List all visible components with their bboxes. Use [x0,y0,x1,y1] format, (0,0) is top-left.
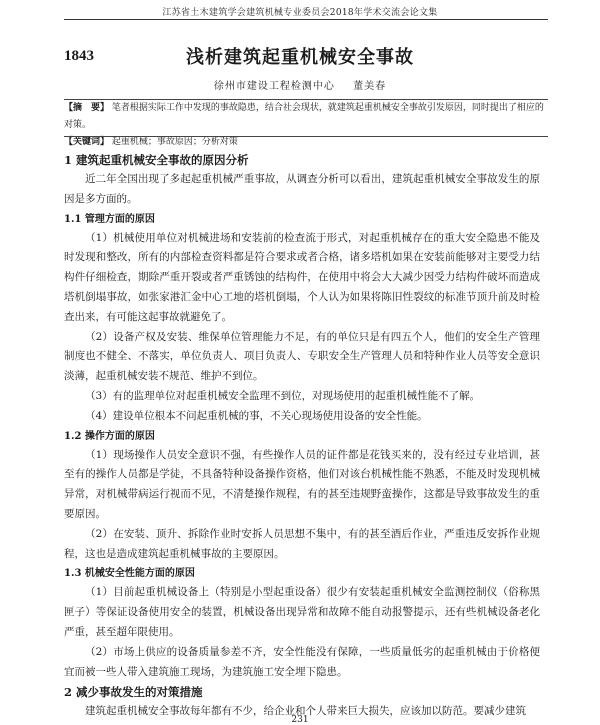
abstract-block [64,100,548,151]
section-1-3-heading: 1.3 机械安全性能方面的原因 [64,568,195,580]
running-header: 江苏省土木建筑学会建筑机械专业委员会2018年学术交流会论文集 [162,8,438,18]
section-1-1-para-1: （1）机械使用单位对机械进场和安装前的检查流于形式，对起重机械存在的重大安全隐患不能及时发现和整改，所有的内部检查资料都是符合要求或者合格，诸多塔机如果在安装前能够对主要受力结构件仔细检查，期除严重开裂或者严重锈蚀的结构件，在使用中将会大大减少因受力结构件破坏而造成塔机倒塌事故，如张家港汇金中心工地的塔机倒塌，个人认为如果将陈旧性裂纹的标准节顶升前及时检查出来，有可能这起事故就避免了。 [64,231,540,323]
section-1-2-para-1: （1）现场操作人员安全意识不强，有些操作人员的证件都是花钱买来的，没有经过专业培训，甚至有的操作人员都是学徒，不具备特种设备操作资格，他们对该台机械性能不熟悉，不能及时发现机械异常，对机械带病运行视而不见，不清楚操作规程，有的甚至违规野蛮操作，这都是导致事故发生的重要原因。 [64,448,540,520]
section-1-heading: 1 建筑起重机械安全事故的原因分析 [64,153,249,167]
section-2-heading: 2 减少事故发生的对策措施 [64,685,203,700]
abstract-bottom-rule [64,136,548,137]
section-1-1-heading: 1.1 管理方面的原因 [64,213,155,225]
abstract-line [64,100,548,134]
article-title: 浅析建筑起重机械安全事故 [186,47,414,68]
section-1-1-para-3: （3）有的监理单位对起重机械安全监理不到位，对现场使用的起重机械性能不了解。 [85,389,481,402]
section-1-1-para-4: （4）建设单位根本不问起重机械的事，不关心现场使用设备的安全性能。 [85,409,428,422]
section-1-3-para-1: （1）目前起重机械设备上（特别是小型起重设备）很少有安装起重机械安全监测控制仪（俗称黑匣子）等保证设备使用安全的装置，机械设备出现异常和故障不能自动报警提示，还有些机械设备老化严重，甚至超年限使用。 [64,586,540,638]
abstract-label: 【摘 要】 [64,103,110,113]
section-1-3-para-2: （2）市场上供应的设备质量参差不齐，安全性能没有保障，一些质量低劣的起重机械由于价格便宜而被一些人带入建筑施工现场，为建筑施工安全埋下隐患。 [64,645,540,678]
keywords-text: 起重机械；事故原因；分析对策 [111,137,238,147]
header-rule [64,19,548,20]
keywords-label: 【关键词】 [64,137,110,147]
author-line [0,77,600,92]
section-1-2-heading: 1.2 操作方面的原因 [64,430,155,442]
author-affiliation: 徐州市建设工程检测中心 [213,81,335,92]
page-number: 231 [291,715,309,725]
author-name: 董美春 [353,81,387,92]
abstract-text: 笔者根据实际工作中发现的事故隐患，结合社会现状，就建筑起重机械安全事故引发原因，同时提出了相应的对策。 [64,103,544,130]
article-body [64,150,540,722]
article-number: 1843 [64,48,94,64]
section-1-1-para-2: （2）设备产权及安装、维保单位管理能力不足，有的单位只是有四五个人，他们的安全生产管理制度也不健全、不落实，单位负责人、项目负责人、专职安全生产管理人员和特种作业人员等安全意识淡薄，起重机械安装不规范、维护不到位。 [64,330,540,383]
section-2-intro: 建筑起重机械安全事故每年都有不少，给企业和个人带来巨大损失，应该加以防范。要减少建筑 [85,705,526,718]
section-1-2-para-2: （2）在安装、顶升、拆除作业时安拆人员思想不集中，有的甚至酒后作业，严重违反安拆作业规程，这也是造成建筑起重机械事故的主要原因。 [64,527,540,560]
section-1-intro: 近二年全国出现了多起起重机械严重事故，从调查分析可以看出，建筑起重机械安全事故发生的原因是多方面的。 [64,173,540,205]
